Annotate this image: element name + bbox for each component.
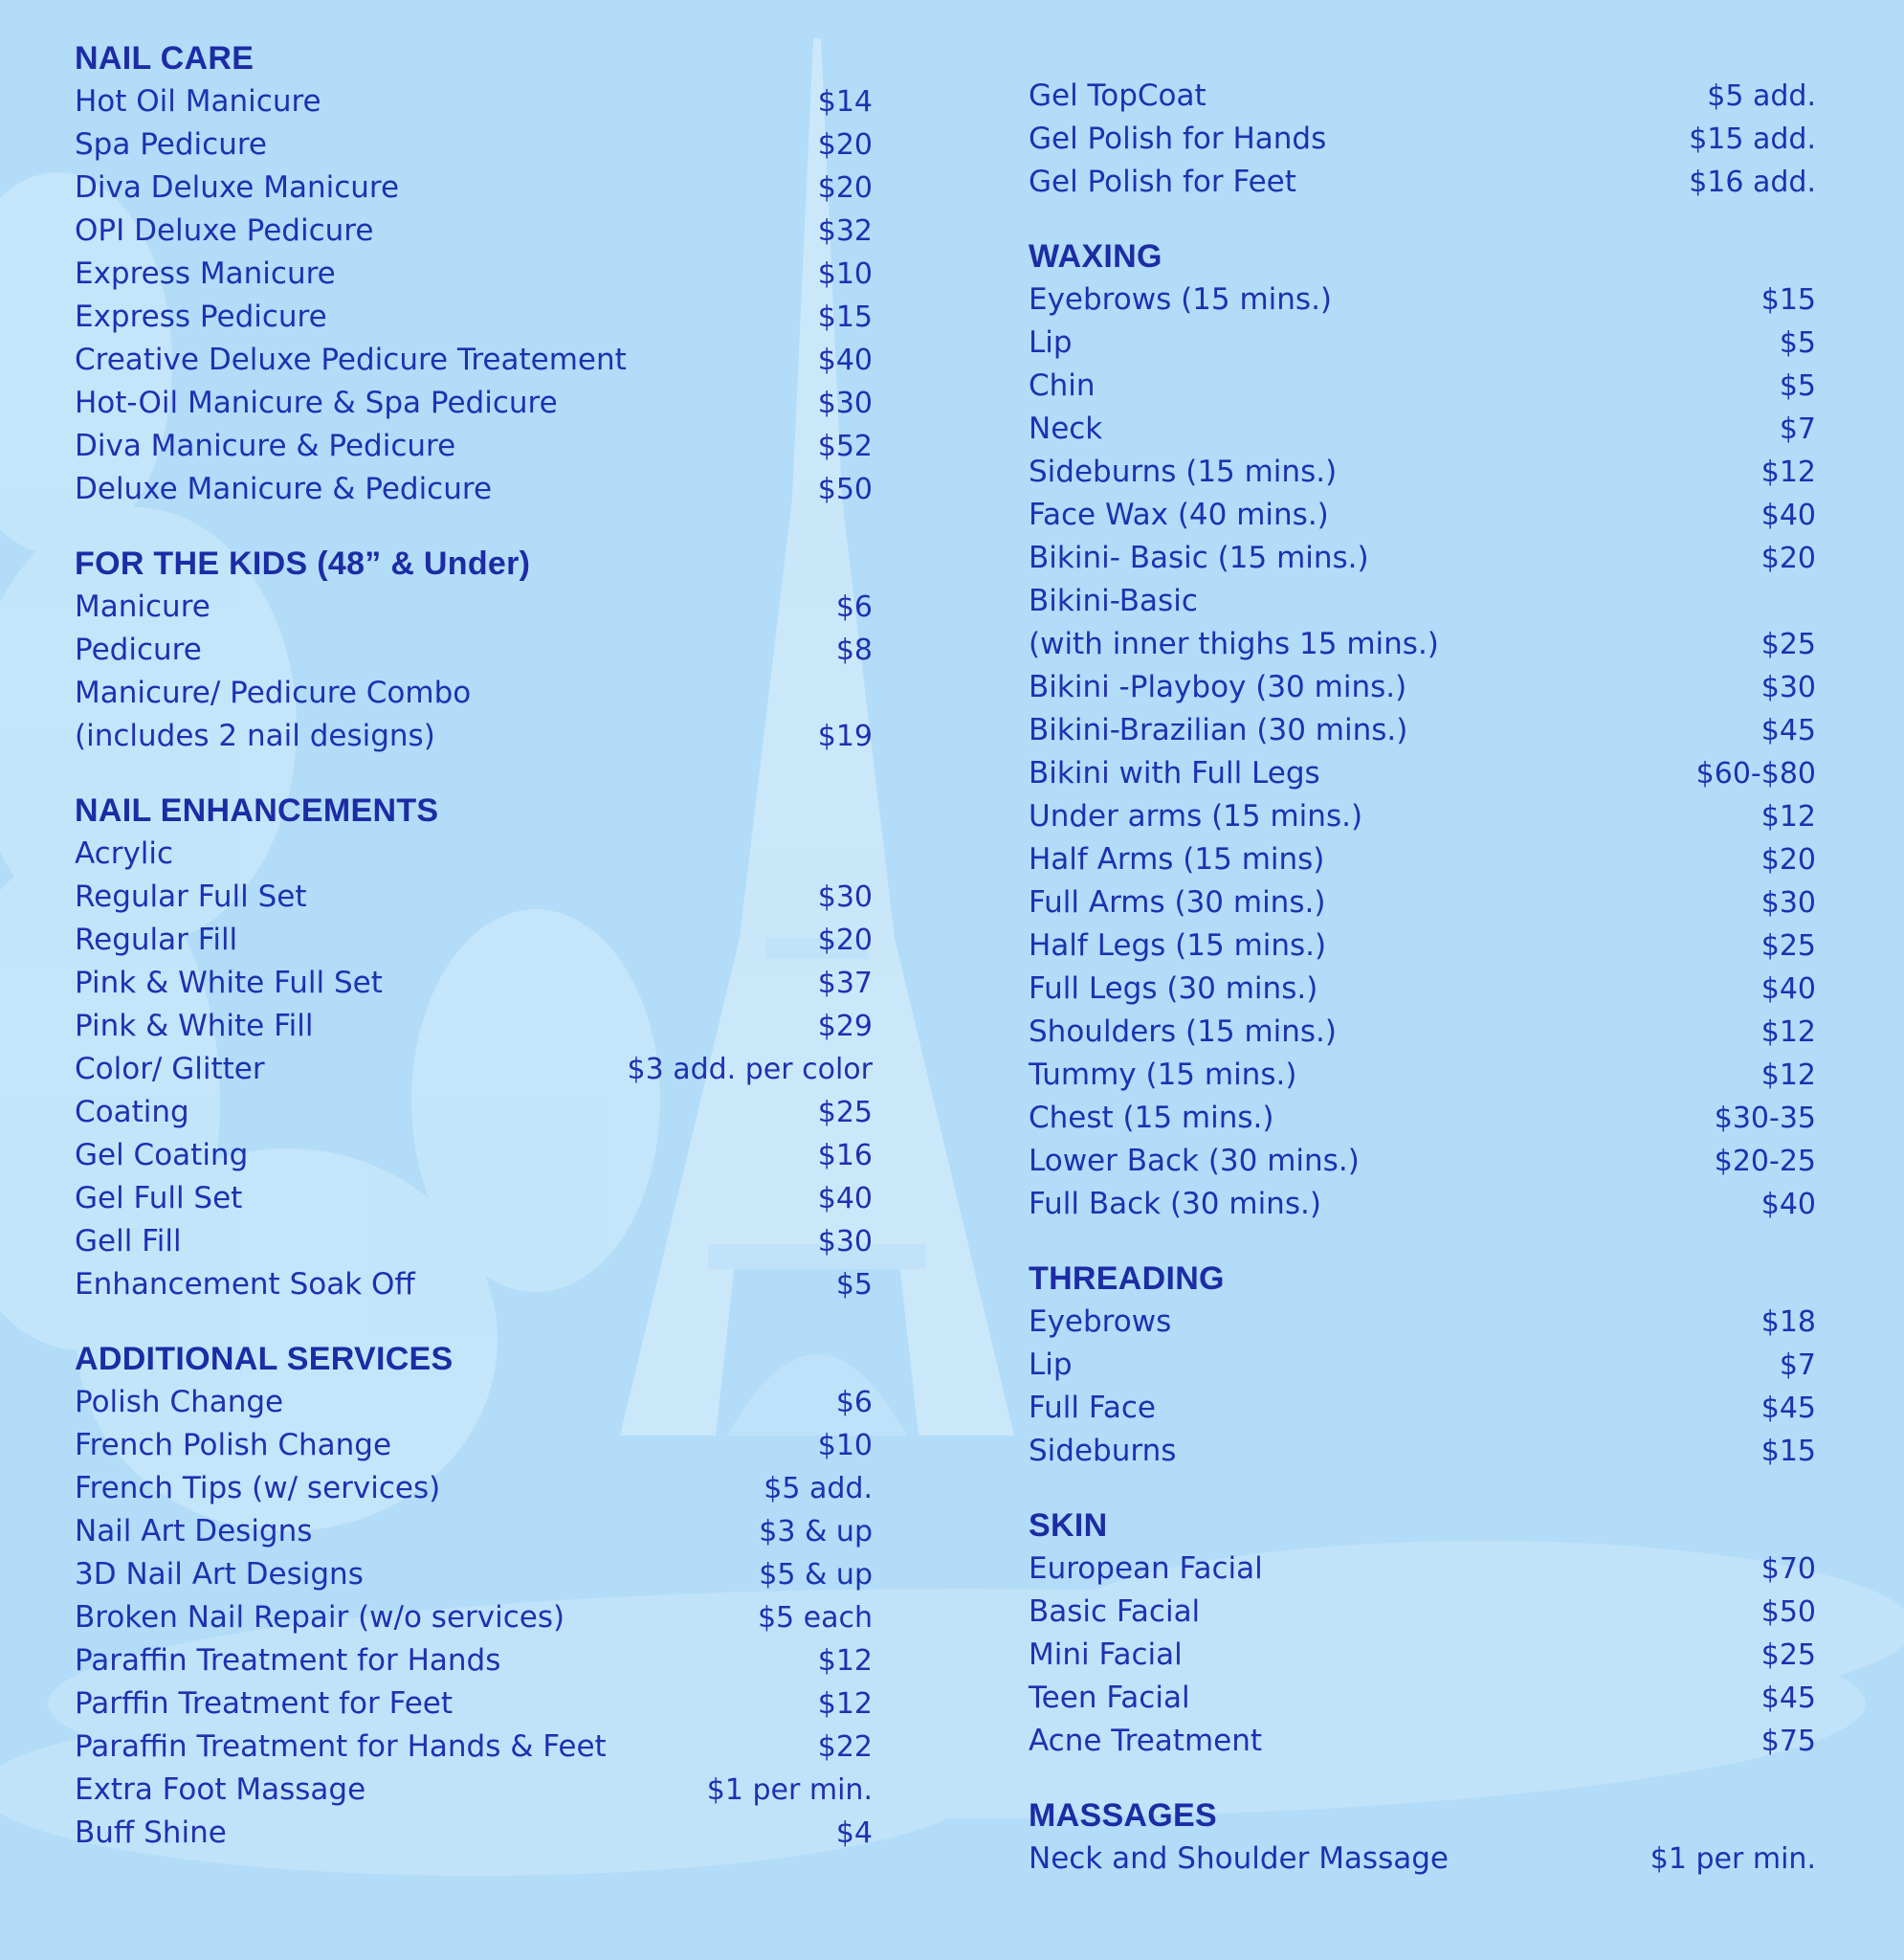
item-name: Full Arms (30 mins.) bbox=[1029, 885, 1326, 920]
item-name: Creative Deluxe Pedicure Treatement bbox=[75, 343, 627, 377]
menu-item bbox=[75, 425, 875, 468]
menu-section bbox=[1029, 234, 1816, 1226]
section-heading: NAIL CARE bbox=[75, 40, 255, 77]
item-name: Diva Manicure & Pedicure bbox=[75, 429, 456, 463]
menu-item bbox=[1029, 1548, 1816, 1591]
item-name: Express Manicure bbox=[75, 256, 336, 291]
item-price: $5 add. bbox=[764, 1472, 873, 1505]
menu-item bbox=[1029, 881, 1816, 924]
item-price: $45 bbox=[1760, 1392, 1816, 1425]
item-price: $8 bbox=[835, 634, 873, 667]
menu-item bbox=[1029, 1430, 1816, 1473]
menu-item bbox=[75, 833, 875, 876]
section-heading: ADDITIONAL SERVICES bbox=[75, 1341, 454, 1377]
item-name: Gell Fill bbox=[75, 1224, 182, 1258]
item-price: $40 bbox=[1760, 972, 1816, 1006]
item-price: $1 per min. bbox=[1649, 1842, 1816, 1876]
menu-item bbox=[75, 1769, 875, 1812]
item-name: Polish Change bbox=[75, 1385, 284, 1419]
item-name: Enhancement Soak Off bbox=[75, 1267, 415, 1302]
left-column bbox=[75, 36, 875, 1855]
item-name: Deluxe Manicure & Pedicure bbox=[75, 472, 493, 506]
item-price: $15 add. bbox=[1689, 122, 1816, 156]
item-name: Broken Nail Repair (w/o services) bbox=[75, 1600, 565, 1635]
item-name: Pink & White Full Set bbox=[75, 966, 383, 1000]
menu-item bbox=[1029, 709, 1816, 752]
item-price: $20-25 bbox=[1714, 1145, 1816, 1178]
menu-item bbox=[1029, 322, 1816, 365]
item-price: $30 bbox=[1760, 671, 1816, 704]
item-name: French Polish Change bbox=[75, 1428, 392, 1462]
menu-item bbox=[1029, 838, 1816, 881]
menu-item bbox=[75, 876, 875, 919]
item-name: Chin bbox=[1029, 368, 1096, 403]
item-name: OPI Deluxe Pedicure bbox=[75, 213, 374, 248]
menu-item bbox=[1029, 365, 1816, 408]
menu-section bbox=[1029, 1793, 1816, 1881]
item-name: Nail Art Designs bbox=[75, 1514, 313, 1548]
menu-item bbox=[75, 1726, 875, 1769]
item-name: Half Arms (15 mins) bbox=[1029, 842, 1325, 877]
item-price: $50 bbox=[1760, 1595, 1816, 1629]
menu-item bbox=[75, 80, 875, 123]
item-name: (with inner thighs 15 mins.) bbox=[1029, 627, 1439, 661]
item-name: Gel Polish for Hands bbox=[1029, 122, 1327, 156]
menu-section bbox=[1029, 1257, 1816, 1473]
item-name: Bikini- Basic (15 mins.) bbox=[1029, 541, 1369, 575]
section-heading: FOR THE KIDS (48” & Under) bbox=[75, 546, 531, 582]
item-price: $37 bbox=[817, 967, 873, 1000]
item-price: $5 bbox=[1779, 326, 1816, 360]
menu-item bbox=[75, 1005, 875, 1048]
item-price: $5 bbox=[1779, 369, 1816, 403]
item-name: Pedicure bbox=[75, 633, 202, 667]
menu-item bbox=[1029, 75, 1816, 118]
item-price: $25 bbox=[1760, 628, 1816, 661]
menu-item bbox=[1029, 451, 1816, 494]
item-name: Sideburns (15 mins.) bbox=[1029, 455, 1338, 489]
menu-item bbox=[1029, 1011, 1816, 1054]
item-price: $18 bbox=[1760, 1305, 1816, 1339]
item-name: Teen Facial bbox=[1029, 1681, 1190, 1715]
menu-item bbox=[1029, 494, 1816, 537]
item-name: Shoulders (15 mins.) bbox=[1029, 1014, 1338, 1049]
menu-item bbox=[1029, 1097, 1816, 1140]
item-name: (includes 2 nail designs) bbox=[75, 719, 435, 753]
item-name: Coating bbox=[75, 1095, 189, 1129]
item-name: Eyebrows (15 mins.) bbox=[1029, 282, 1333, 317]
item-name: Gel Coating bbox=[75, 1138, 249, 1172]
item-price: $15 bbox=[1760, 283, 1816, 317]
menu-item bbox=[75, 123, 875, 167]
menu-item bbox=[1029, 623, 1816, 666]
menu-item bbox=[75, 1263, 875, 1306]
item-price: $40 bbox=[1760, 1188, 1816, 1221]
item-name: Full Back (30 mins.) bbox=[1029, 1187, 1321, 1221]
item-price: $30 bbox=[817, 1225, 873, 1258]
item-price: $6 bbox=[835, 1386, 873, 1419]
menu-item bbox=[1029, 1634, 1816, 1677]
item-name: Chest (15 mins.) bbox=[1029, 1101, 1274, 1135]
item-price: $29 bbox=[817, 1010, 873, 1043]
item-price: $7 bbox=[1779, 1348, 1816, 1382]
menu-item bbox=[75, 1134, 875, 1177]
menu-item bbox=[1029, 1183, 1816, 1226]
item-name: Parffin Treatment for Feet bbox=[75, 1686, 454, 1721]
item-price: $40 bbox=[1760, 499, 1816, 532]
item-price: $20 bbox=[817, 924, 873, 957]
right-column bbox=[1029, 75, 1816, 1881]
menu-section bbox=[1029, 1503, 1816, 1763]
item-name: Bikini-Brazilian (30 mins.) bbox=[1029, 713, 1408, 747]
item-price: $5 each bbox=[757, 1601, 873, 1635]
item-price: $1 per min. bbox=[706, 1773, 873, 1807]
item-name: 3D Nail Art Designs bbox=[75, 1557, 364, 1592]
menu-item bbox=[1029, 580, 1816, 623]
section-heading: THREADING bbox=[1029, 1260, 1225, 1297]
item-name: Bikini -Playboy (30 mins.) bbox=[1029, 670, 1407, 704]
menu-item bbox=[1029, 278, 1816, 322]
item-name: Bikini with Full Legs bbox=[1029, 756, 1320, 791]
menu-section bbox=[75, 542, 875, 758]
menu-item bbox=[75, 253, 875, 296]
menu-item bbox=[75, 468, 875, 511]
item-name: Paraffin Treatment for Hands & Feet bbox=[75, 1729, 607, 1764]
section-heading: WAXING bbox=[1029, 238, 1162, 275]
item-name: Acne Treatment bbox=[1029, 1724, 1263, 1758]
item-price: $5 add. bbox=[1707, 79, 1816, 113]
menu-item bbox=[75, 629, 875, 672]
menu-item bbox=[1029, 161, 1816, 204]
item-name: Under arms (15 mins.) bbox=[1029, 799, 1363, 834]
menu-section bbox=[75, 789, 875, 1306]
menu-item bbox=[75, 919, 875, 962]
item-price: $70 bbox=[1760, 1552, 1816, 1586]
item-price: $32 bbox=[817, 214, 873, 248]
item-name: Manicure/ Pedicure Combo bbox=[75, 676, 472, 710]
menu-item bbox=[75, 715, 875, 758]
menu-section bbox=[75, 36, 875, 511]
section-heading: MASSAGES bbox=[1029, 1797, 1217, 1834]
menu-item bbox=[75, 1510, 875, 1553]
menu-section bbox=[1029, 75, 1816, 204]
item-name: Half Legs (15 mins.) bbox=[1029, 928, 1327, 963]
menu-item bbox=[75, 210, 875, 253]
item-name: Color/ Glitter bbox=[75, 1052, 265, 1086]
item-price: $45 bbox=[1760, 1682, 1816, 1715]
section-heading: SKIN bbox=[1029, 1507, 1108, 1544]
item-price: $40 bbox=[817, 1182, 873, 1215]
item-name: Eyebrows bbox=[1029, 1304, 1172, 1339]
menu-item bbox=[1029, 1301, 1816, 1344]
menu-item bbox=[75, 672, 875, 715]
item-price: $10 bbox=[817, 1429, 873, 1462]
item-price: $12 bbox=[1760, 1015, 1816, 1049]
menu-item bbox=[75, 1467, 875, 1510]
item-price: $6 bbox=[835, 590, 873, 624]
menu-item bbox=[1029, 537, 1816, 580]
item-price: $4 bbox=[835, 1816, 873, 1850]
item-name: Pink & White Fill bbox=[75, 1009, 314, 1043]
menu-item bbox=[1029, 1591, 1816, 1634]
menu-item bbox=[75, 1682, 875, 1726]
item-price: $40 bbox=[817, 344, 873, 377]
item-price: $12 bbox=[1760, 1058, 1816, 1092]
item-price: $22 bbox=[817, 1730, 873, 1764]
menu-item bbox=[75, 586, 875, 629]
item-name: Lower Back (30 mins.) bbox=[1029, 1144, 1360, 1178]
menu-item bbox=[1029, 1677, 1816, 1720]
menu-item bbox=[1029, 1720, 1816, 1763]
menu-item bbox=[75, 1553, 875, 1596]
item-price: $30 bbox=[1760, 886, 1816, 920]
item-price: $52 bbox=[817, 430, 873, 463]
section-heading: NAIL ENHANCEMENTS bbox=[75, 792, 439, 829]
item-price: $75 bbox=[1760, 1725, 1816, 1758]
menu-item bbox=[1029, 118, 1816, 161]
menu-item bbox=[75, 1381, 875, 1424]
menu-item bbox=[75, 382, 875, 425]
item-name: Spa Pedicure bbox=[75, 127, 267, 162]
item-price: $20 bbox=[1760, 542, 1816, 575]
menu-item bbox=[75, 339, 875, 382]
menu-item bbox=[75, 1639, 875, 1682]
menu-item bbox=[1029, 666, 1816, 709]
item-name: Gel TopCoat bbox=[1029, 78, 1207, 113]
item-name: Full Face bbox=[1029, 1391, 1156, 1425]
item-price: $19 bbox=[817, 720, 873, 753]
item-name: Hot Oil Manicure bbox=[75, 84, 321, 119]
item-price: $30 bbox=[817, 880, 873, 914]
item-name: Acrylic bbox=[75, 836, 174, 871]
item-price: $3 add. per color bbox=[627, 1053, 873, 1086]
item-price: $20 bbox=[817, 128, 873, 162]
menu-item bbox=[75, 1596, 875, 1639]
item-name: Face Wax (40 mins.) bbox=[1029, 498, 1329, 532]
item-price: $16 bbox=[817, 1139, 873, 1172]
item-name: Regular Full Set bbox=[75, 880, 307, 914]
item-price: $5 & up bbox=[759, 1558, 873, 1592]
item-price: $45 bbox=[1760, 714, 1816, 747]
item-name: Manicure bbox=[75, 590, 210, 624]
item-name: Lip bbox=[1029, 1348, 1073, 1382]
menu-item bbox=[1029, 752, 1816, 795]
menu-item bbox=[75, 1220, 875, 1263]
item-price: $60-$80 bbox=[1695, 757, 1816, 791]
item-name: Extra Foot Massage bbox=[75, 1772, 366, 1807]
item-name: Express Pedicure bbox=[75, 300, 327, 334]
item-name: Paraffin Treatment for Hands bbox=[75, 1643, 501, 1678]
item-price: $16 add. bbox=[1689, 166, 1816, 199]
item-price: $14 bbox=[817, 85, 873, 119]
item-name: Gel Full Set bbox=[75, 1181, 243, 1215]
menu-item bbox=[75, 1048, 875, 1091]
menu-item bbox=[1029, 408, 1816, 451]
menu-item bbox=[75, 296, 875, 339]
item-name: Diva Deluxe Manicure bbox=[75, 170, 400, 205]
item-name: European Facial bbox=[1029, 1551, 1263, 1586]
menu-item bbox=[1029, 968, 1816, 1011]
item-price: $3 & up bbox=[759, 1515, 873, 1548]
item-name: Sideburns bbox=[1029, 1434, 1177, 1468]
menu-item bbox=[75, 167, 875, 210]
item-price: $30 bbox=[817, 387, 873, 420]
item-price: $20 bbox=[1760, 843, 1816, 877]
menu-item bbox=[75, 1812, 875, 1855]
item-name: Lip bbox=[1029, 325, 1073, 360]
menu-item bbox=[75, 1424, 875, 1467]
item-name: Regular Fill bbox=[75, 923, 238, 957]
menu-item bbox=[1029, 1344, 1816, 1387]
item-name: Neck and Shoulder Massage bbox=[1029, 1841, 1449, 1876]
item-name: Basic Facial bbox=[1029, 1594, 1201, 1629]
menu-item bbox=[1029, 924, 1816, 968]
item-price: $15 bbox=[817, 301, 873, 334]
item-price: $15 bbox=[1760, 1435, 1816, 1468]
item-name: French Tips (w/ services) bbox=[75, 1471, 441, 1505]
item-price: $12 bbox=[817, 1687, 873, 1721]
item-price: $7 bbox=[1779, 412, 1816, 446]
item-name: Buff Shine bbox=[75, 1815, 227, 1850]
item-price: $25 bbox=[817, 1096, 873, 1129]
item-price: $30-35 bbox=[1714, 1102, 1816, 1135]
item-name: Bikini-Basic bbox=[1029, 584, 1198, 618]
menu-item bbox=[1029, 1054, 1816, 1097]
item-price: $10 bbox=[817, 257, 873, 291]
item-price: $5 bbox=[835, 1268, 873, 1302]
item-price: $12 bbox=[1760, 456, 1816, 489]
item-price: $20 bbox=[817, 171, 873, 205]
item-price: $25 bbox=[1760, 929, 1816, 963]
item-name: Neck bbox=[1029, 412, 1103, 446]
item-name: Full Legs (30 mins.) bbox=[1029, 971, 1318, 1006]
item-price: $50 bbox=[817, 473, 873, 506]
item-name: Gel Polish for Feet bbox=[1029, 165, 1296, 199]
item-name: Tummy (15 mins.) bbox=[1029, 1058, 1297, 1092]
menu-item bbox=[75, 1177, 875, 1220]
item-price: $12 bbox=[817, 1644, 873, 1678]
menu-item bbox=[1029, 1140, 1816, 1183]
item-name: Mini Facial bbox=[1029, 1637, 1183, 1672]
menu-item bbox=[1029, 795, 1816, 838]
menu-item bbox=[1029, 1838, 1816, 1881]
menu-item bbox=[1029, 1387, 1816, 1430]
menu-section bbox=[75, 1337, 875, 1855]
menu-item bbox=[75, 962, 875, 1005]
item-name: Hot-Oil Manicure & Spa Pedicure bbox=[75, 386, 558, 420]
item-price: $12 bbox=[1760, 800, 1816, 834]
menu-item bbox=[75, 1091, 875, 1134]
item-price: $25 bbox=[1760, 1638, 1816, 1672]
